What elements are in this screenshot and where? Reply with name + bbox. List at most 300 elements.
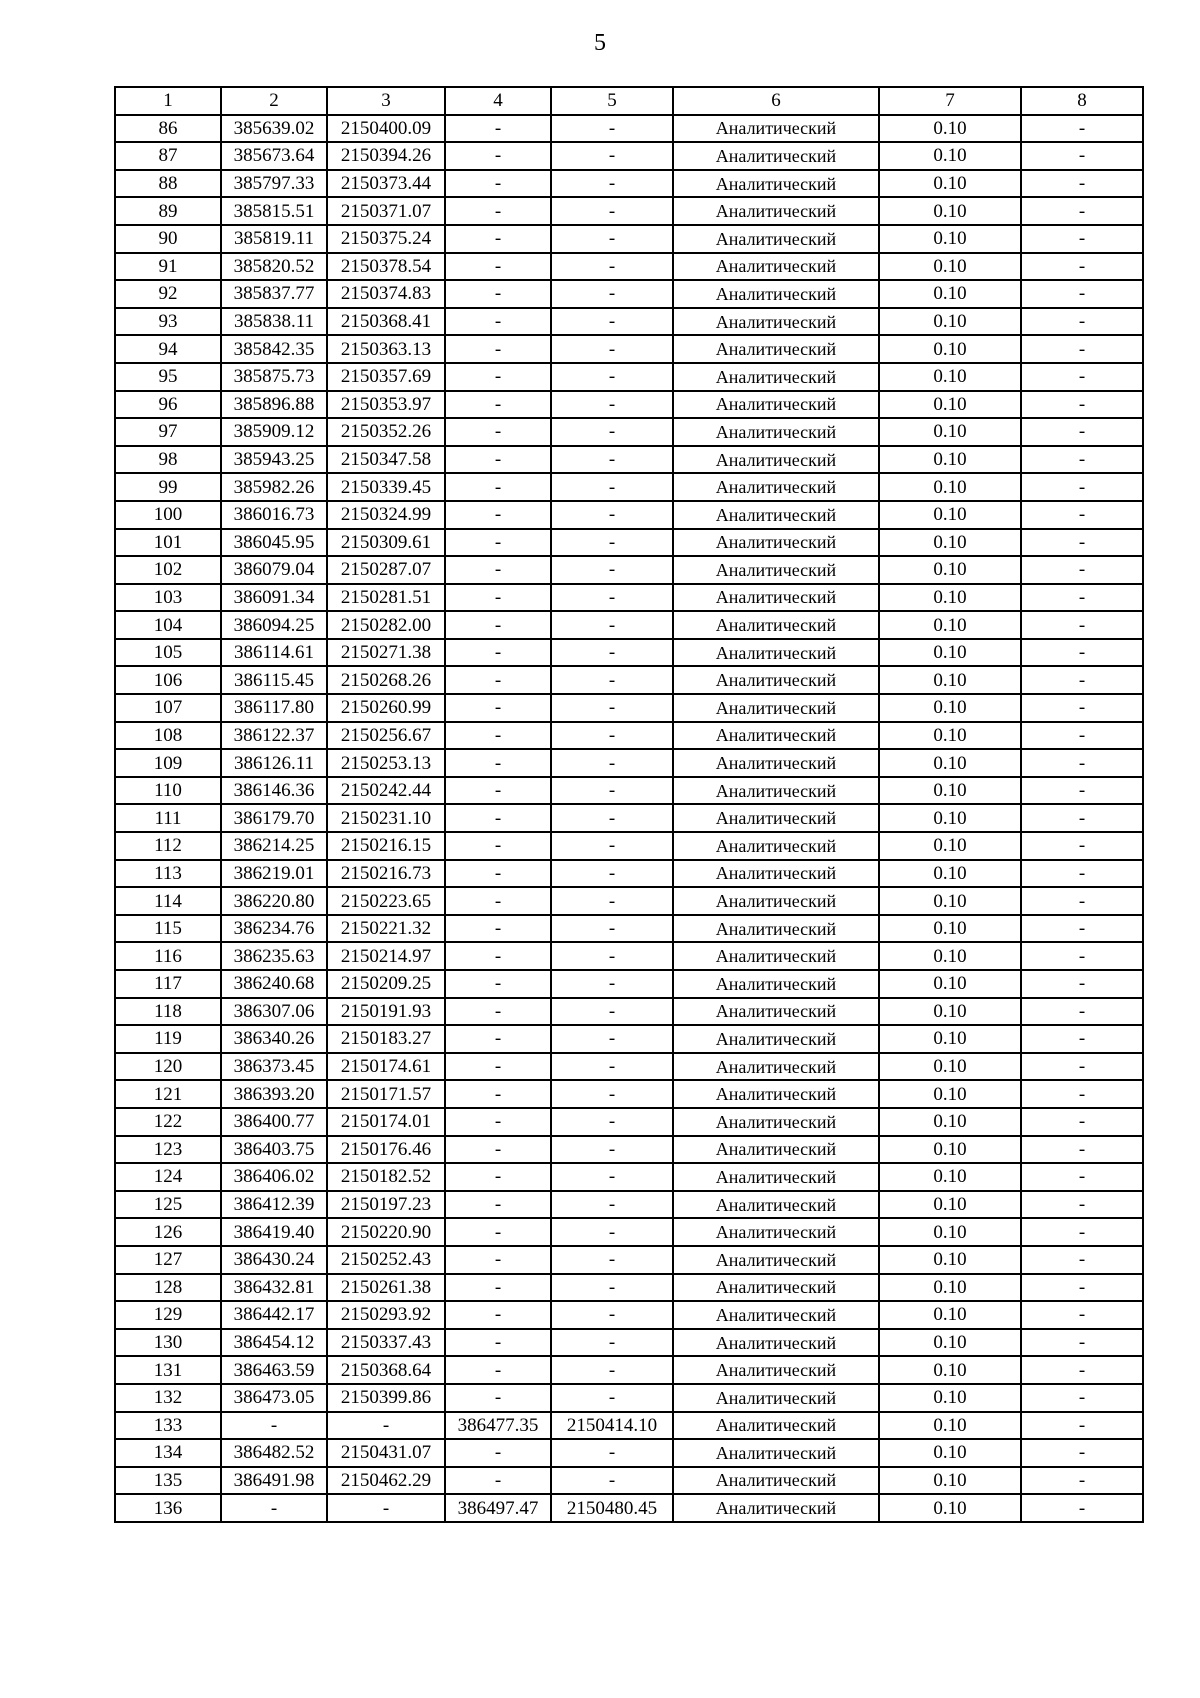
table-cell: 2150268.26 xyxy=(327,666,445,694)
table-cell: - xyxy=(445,253,551,281)
table-cell: 2150256.67 xyxy=(327,722,445,750)
table-cell: Аналитический xyxy=(673,1191,879,1219)
table-row xyxy=(115,887,1143,915)
table-cell: - xyxy=(551,1301,673,1329)
table-cell: 97 xyxy=(115,418,221,446)
table-cell: - xyxy=(445,391,551,419)
table-cell: - xyxy=(551,1080,673,1108)
table-cell: 2150197.23 xyxy=(327,1191,445,1219)
table-row xyxy=(115,501,1143,529)
table-cell: - xyxy=(1021,832,1143,860)
table-cell: - xyxy=(551,501,673,529)
table-cell: 2150357.69 xyxy=(327,363,445,391)
table-cell: 107 xyxy=(115,694,221,722)
table-row xyxy=(115,225,1143,253)
table-cell: 0.10 xyxy=(879,1163,1021,1191)
table-cell: 103 xyxy=(115,584,221,612)
table-cell: - xyxy=(551,142,673,170)
table-row xyxy=(115,197,1143,225)
table-cell: 136 xyxy=(115,1494,221,1522)
table-cell: - xyxy=(445,1384,551,1412)
table-cell: Аналитический xyxy=(673,639,879,667)
table-cell: 2150368.41 xyxy=(327,308,445,336)
table-cell: - xyxy=(445,970,551,998)
table-cell: 95 xyxy=(115,363,221,391)
table-cell: - xyxy=(551,446,673,474)
table-row xyxy=(115,942,1143,970)
table-cell: 386179.70 xyxy=(221,804,327,832)
table-row xyxy=(115,446,1143,474)
table-row xyxy=(115,1191,1143,1219)
table-cell: - xyxy=(1021,1412,1143,1440)
table-cell: 0.10 xyxy=(879,170,1021,198)
table-row xyxy=(115,584,1143,612)
table-cell: 100 xyxy=(115,501,221,529)
table-cell: Аналитический xyxy=(673,1025,879,1053)
table-cell: 2150183.27 xyxy=(327,1025,445,1053)
table-cell: Аналитический xyxy=(673,1384,879,1412)
table-row xyxy=(115,1274,1143,1302)
column-header: 8 xyxy=(1021,87,1143,115)
table-cell: - xyxy=(551,253,673,281)
table-cell: 86 xyxy=(115,115,221,143)
table-cell: 0.10 xyxy=(879,142,1021,170)
table-cell: 0.10 xyxy=(879,832,1021,860)
table-row xyxy=(115,666,1143,694)
table-row xyxy=(115,308,1143,336)
table-row xyxy=(115,832,1143,860)
table-cell: - xyxy=(551,611,673,639)
table-cell: Аналитический xyxy=(673,1467,879,1495)
table-cell: - xyxy=(1021,639,1143,667)
table-cell: 0.10 xyxy=(879,1191,1021,1219)
table-cell: Аналитический xyxy=(673,1274,879,1302)
table-cell: Аналитический xyxy=(673,611,879,639)
table-cell: - xyxy=(445,1246,551,1274)
table-cell: - xyxy=(1021,1108,1143,1136)
table-cell: 386235.63 xyxy=(221,942,327,970)
table-cell: Аналитический xyxy=(673,804,879,832)
table-cell: Аналитический xyxy=(673,1246,879,1274)
table-row xyxy=(115,1246,1143,1274)
table-row xyxy=(115,529,1143,557)
table-cell: 2150231.10 xyxy=(327,804,445,832)
table-cell: - xyxy=(551,666,673,694)
table-cell: 2150374.83 xyxy=(327,280,445,308)
table-cell: 101 xyxy=(115,529,221,557)
table-cell: 2150337.43 xyxy=(327,1329,445,1357)
table-cell: 0.10 xyxy=(879,335,1021,363)
table-cell: - xyxy=(1021,1494,1143,1522)
table-row xyxy=(115,1467,1143,1495)
table-row xyxy=(115,556,1143,584)
table-cell: Аналитический xyxy=(673,170,879,198)
table-cell: 386240.68 xyxy=(221,970,327,998)
table-cell: 0.10 xyxy=(879,1356,1021,1384)
table-cell: 2150324.99 xyxy=(327,501,445,529)
table-cell: - xyxy=(551,1218,673,1246)
table-cell: - xyxy=(1021,887,1143,915)
table-cell: 93 xyxy=(115,308,221,336)
table-cell: 0.10 xyxy=(879,1246,1021,1274)
table-cell: 128 xyxy=(115,1274,221,1302)
table-cell: - xyxy=(445,280,551,308)
table-cell: 2150174.01 xyxy=(327,1108,445,1136)
table-cell: - xyxy=(1021,1246,1143,1274)
table-cell: - xyxy=(445,1025,551,1053)
table-cell: Аналитический xyxy=(673,777,879,805)
table-cell: - xyxy=(445,308,551,336)
table-cell: 112 xyxy=(115,832,221,860)
table-cell: 0.10 xyxy=(879,1384,1021,1412)
table-cell: - xyxy=(1021,1053,1143,1081)
table-cell: - xyxy=(551,1025,673,1053)
table-cell: 386393.20 xyxy=(221,1080,327,1108)
table-cell: - xyxy=(551,777,673,805)
table-cell: - xyxy=(445,335,551,363)
table-body xyxy=(115,115,1143,1522)
table-cell: - xyxy=(1021,1301,1143,1329)
table-row xyxy=(115,142,1143,170)
table-cell: 386497.47 xyxy=(445,1494,551,1522)
table-cell: 89 xyxy=(115,197,221,225)
table-cell: 2150347.58 xyxy=(327,446,445,474)
table-cell: - xyxy=(445,832,551,860)
table-cell: Аналитический xyxy=(673,694,879,722)
table-cell: 2150378.54 xyxy=(327,253,445,281)
table-cell: - xyxy=(551,363,673,391)
table-cell: - xyxy=(1021,970,1143,998)
table-cell: - xyxy=(445,1439,551,1467)
table-row xyxy=(115,1136,1143,1164)
table-cell: 0.10 xyxy=(879,1053,1021,1081)
table-row xyxy=(115,639,1143,667)
table-cell: 0.10 xyxy=(879,1025,1021,1053)
table-cell: - xyxy=(551,1439,673,1467)
table-cell: 386491.98 xyxy=(221,1467,327,1495)
table-cell: 105 xyxy=(115,639,221,667)
table-cell: - xyxy=(551,722,673,750)
table-cell: 116 xyxy=(115,942,221,970)
table-cell: - xyxy=(445,887,551,915)
table-cell: 94 xyxy=(115,335,221,363)
table-cell: - xyxy=(445,446,551,474)
table-cell: - xyxy=(1021,473,1143,501)
table-cell: 385838.11 xyxy=(221,308,327,336)
table-cell: - xyxy=(551,942,673,970)
table-cell: 2150363.13 xyxy=(327,335,445,363)
table-cell: Аналитический xyxy=(673,556,879,584)
table-cell: 0.10 xyxy=(879,887,1021,915)
table-cell: - xyxy=(551,1356,673,1384)
table-cell: - xyxy=(1021,777,1143,805)
table-row xyxy=(115,860,1143,888)
table-cell: - xyxy=(1021,363,1143,391)
column-header: 7 xyxy=(879,87,1021,115)
table-cell: - xyxy=(1021,115,1143,143)
table-row xyxy=(115,915,1143,943)
table-cell: 385673.64 xyxy=(221,142,327,170)
table-cell: 2150261.38 xyxy=(327,1274,445,1302)
table-cell: 130 xyxy=(115,1329,221,1357)
table-row xyxy=(115,280,1143,308)
table-row xyxy=(115,1329,1143,1357)
table-cell: - xyxy=(551,887,673,915)
column-header: 2 xyxy=(221,87,327,115)
table-cell: 385909.12 xyxy=(221,418,327,446)
table-cell: 0.10 xyxy=(879,1080,1021,1108)
table-cell: - xyxy=(1021,197,1143,225)
table-cell: 386045.95 xyxy=(221,529,327,557)
table-cell: - xyxy=(551,1108,673,1136)
table-row xyxy=(115,1163,1143,1191)
table-cell: - xyxy=(551,694,673,722)
table-cell: - xyxy=(445,915,551,943)
table-cell: - xyxy=(445,1163,551,1191)
table-cell: - xyxy=(1021,942,1143,970)
table-cell: 2150400.09 xyxy=(327,115,445,143)
table-cell: - xyxy=(1021,915,1143,943)
table-cell: 385943.25 xyxy=(221,446,327,474)
table-cell: - xyxy=(445,1356,551,1384)
table-cell: 99 xyxy=(115,473,221,501)
table-cell: 386115.45 xyxy=(221,666,327,694)
table-cell: 104 xyxy=(115,611,221,639)
table-cell: - xyxy=(1021,1080,1143,1108)
table-cell: - xyxy=(1021,308,1143,336)
table-cell: - xyxy=(445,639,551,667)
table-cell: - xyxy=(445,363,551,391)
table-cell: - xyxy=(551,804,673,832)
table-cell: - xyxy=(445,777,551,805)
table-cell: - xyxy=(1021,804,1143,832)
table-cell: - xyxy=(551,280,673,308)
table-cell: - xyxy=(1021,998,1143,1026)
table-cell: 2150353.97 xyxy=(327,391,445,419)
table-cell: - xyxy=(1021,280,1143,308)
table-cell: - xyxy=(551,1246,673,1274)
table-cell: 0.10 xyxy=(879,749,1021,777)
table-cell: 121 xyxy=(115,1080,221,1108)
table-cell: 0.10 xyxy=(879,253,1021,281)
table-cell: Аналитический xyxy=(673,115,879,143)
table-cell: - xyxy=(551,1384,673,1412)
table-cell: Аналитический xyxy=(673,1218,879,1246)
table-cell: 0.10 xyxy=(879,1439,1021,1467)
table-cell: 135 xyxy=(115,1467,221,1495)
table-cell: - xyxy=(1021,749,1143,777)
table-cell: 0.10 xyxy=(879,1274,1021,1302)
table-row xyxy=(115,694,1143,722)
table-cell: - xyxy=(1021,1025,1143,1053)
table-cell: 132 xyxy=(115,1384,221,1412)
table-row xyxy=(115,1412,1143,1440)
table-row xyxy=(115,473,1143,501)
table-cell: Аналитический xyxy=(673,253,879,281)
table-row xyxy=(115,1108,1143,1136)
table-cell: Аналитический xyxy=(673,335,879,363)
table-cell: - xyxy=(1021,1356,1143,1384)
table-row xyxy=(115,749,1143,777)
table-cell: 0.10 xyxy=(879,1494,1021,1522)
table-cell: 0.10 xyxy=(879,666,1021,694)
table-cell: 386219.01 xyxy=(221,860,327,888)
table-cell: 386146.36 xyxy=(221,777,327,805)
table-cell: 98 xyxy=(115,446,221,474)
table-row xyxy=(115,115,1143,143)
table-cell: 0.10 xyxy=(879,197,1021,225)
table-cell: 385982.26 xyxy=(221,473,327,501)
table-cell: - xyxy=(445,225,551,253)
table-row xyxy=(115,970,1143,998)
table-cell: 386307.06 xyxy=(221,998,327,1026)
table-cell: 118 xyxy=(115,998,221,1026)
table-cell: Аналитический xyxy=(673,887,879,915)
table-cell: Аналитический xyxy=(673,280,879,308)
table-cell: - xyxy=(1021,722,1143,750)
table-cell: 124 xyxy=(115,1163,221,1191)
table-cell: Аналитический xyxy=(673,942,879,970)
table-cell: - xyxy=(445,1080,551,1108)
table-cell: - xyxy=(1021,1163,1143,1191)
table-cell: 2150371.07 xyxy=(327,197,445,225)
table-cell: 0.10 xyxy=(879,777,1021,805)
table-cell: 386473.05 xyxy=(221,1384,327,1412)
table-cell: 386419.40 xyxy=(221,1218,327,1246)
table-cell: 386442.17 xyxy=(221,1301,327,1329)
table-row xyxy=(115,611,1143,639)
table-cell: 385639.02 xyxy=(221,115,327,143)
table-cell: 0.10 xyxy=(879,860,1021,888)
table-row xyxy=(115,1384,1143,1412)
table-row xyxy=(115,777,1143,805)
table-cell: 2150339.45 xyxy=(327,473,445,501)
table-cell: - xyxy=(445,1191,551,1219)
coordinates-table xyxy=(114,86,1144,1523)
table-cell: 2150216.73 xyxy=(327,860,445,888)
table-cell: 386220.80 xyxy=(221,887,327,915)
table-cell: - xyxy=(445,942,551,970)
table-row xyxy=(115,1439,1143,1467)
table-cell: - xyxy=(445,1218,551,1246)
table-cell: 115 xyxy=(115,915,221,943)
column-header: 5 xyxy=(551,87,673,115)
table-cell: 2150399.86 xyxy=(327,1384,445,1412)
table-cell: - xyxy=(551,529,673,557)
table-row xyxy=(115,253,1143,281)
table-cell: - xyxy=(1021,391,1143,419)
table-cell: - xyxy=(445,611,551,639)
table-cell: Аналитический xyxy=(673,1329,879,1357)
table-cell: 386432.81 xyxy=(221,1274,327,1302)
table-cell: Аналитический xyxy=(673,1494,879,1522)
table-cell: 386234.76 xyxy=(221,915,327,943)
column-header: 6 xyxy=(673,87,879,115)
table-cell: - xyxy=(551,391,673,419)
table-cell: 0.10 xyxy=(879,391,1021,419)
table-cell: Аналитический xyxy=(673,1439,879,1467)
table-cell: - xyxy=(445,694,551,722)
table-cell: 385820.52 xyxy=(221,253,327,281)
table-row xyxy=(115,363,1143,391)
table-cell: Аналитический xyxy=(673,1356,879,1384)
table-cell: 0.10 xyxy=(879,225,1021,253)
table-cell: Аналитический xyxy=(673,418,879,446)
table-cell: 386122.37 xyxy=(221,722,327,750)
table-cell: - xyxy=(1021,584,1143,612)
table-cell: 0.10 xyxy=(879,1329,1021,1357)
table-cell: - xyxy=(1021,556,1143,584)
table-cell: 0.10 xyxy=(879,115,1021,143)
table-cell: 0.10 xyxy=(879,611,1021,639)
table-cell: - xyxy=(445,722,551,750)
table-cell: 109 xyxy=(115,749,221,777)
table-cell: 2150293.92 xyxy=(327,1301,445,1329)
table-cell: 386454.12 xyxy=(221,1329,327,1357)
table-cell: 133 xyxy=(115,1412,221,1440)
table-cell: Аналитический xyxy=(673,473,879,501)
table-cell: - xyxy=(551,1467,673,1495)
table-cell: 2150282.00 xyxy=(327,611,445,639)
table-cell: - xyxy=(551,308,673,336)
table-cell: 0.10 xyxy=(879,804,1021,832)
table-cell: - xyxy=(1021,225,1143,253)
table-row xyxy=(115,1080,1143,1108)
table-cell: - xyxy=(445,142,551,170)
table-cell: - xyxy=(551,915,673,943)
table-row xyxy=(115,1218,1143,1246)
table-cell: - xyxy=(445,529,551,557)
table-cell: Аналитический xyxy=(673,584,879,612)
table-cell: Аналитический xyxy=(673,1412,879,1440)
table-cell: - xyxy=(1021,666,1143,694)
table-cell: - xyxy=(445,1108,551,1136)
table-cell: 0.10 xyxy=(879,418,1021,446)
table-cell: 92 xyxy=(115,280,221,308)
table-cell: 2150214.97 xyxy=(327,942,445,970)
table-cell: 0.10 xyxy=(879,1467,1021,1495)
table-cell: - xyxy=(1021,1439,1143,1467)
table-cell: 2150281.51 xyxy=(327,584,445,612)
table-row xyxy=(115,418,1143,446)
table-cell: 127 xyxy=(115,1246,221,1274)
header-row xyxy=(115,87,1143,115)
table-cell: Аналитический xyxy=(673,308,879,336)
table-cell: 2150271.38 xyxy=(327,639,445,667)
table-cell: 386094.25 xyxy=(221,611,327,639)
table-cell: 386117.80 xyxy=(221,694,327,722)
table-cell: - xyxy=(221,1494,327,1522)
table-cell: - xyxy=(551,1163,673,1191)
table-cell: 108 xyxy=(115,722,221,750)
table-cell: 2150260.99 xyxy=(327,694,445,722)
table-cell: 2150242.44 xyxy=(327,777,445,805)
table-cell: 106 xyxy=(115,666,221,694)
table-cell: 0.10 xyxy=(879,998,1021,1026)
table-cell: 2150209.25 xyxy=(327,970,445,998)
table-row xyxy=(115,1356,1143,1384)
table-cell: 386463.59 xyxy=(221,1356,327,1384)
table-cell: 0.10 xyxy=(879,1412,1021,1440)
table-cell: - xyxy=(551,1136,673,1164)
table-cell: Аналитический xyxy=(673,1108,879,1136)
table-cell: Аналитический xyxy=(673,529,879,557)
column-header: 4 xyxy=(445,87,551,115)
table-cell: Аналитический xyxy=(673,722,879,750)
table-cell: 386340.26 xyxy=(221,1025,327,1053)
table-cell: 385797.33 xyxy=(221,170,327,198)
table-cell: 385896.88 xyxy=(221,391,327,419)
